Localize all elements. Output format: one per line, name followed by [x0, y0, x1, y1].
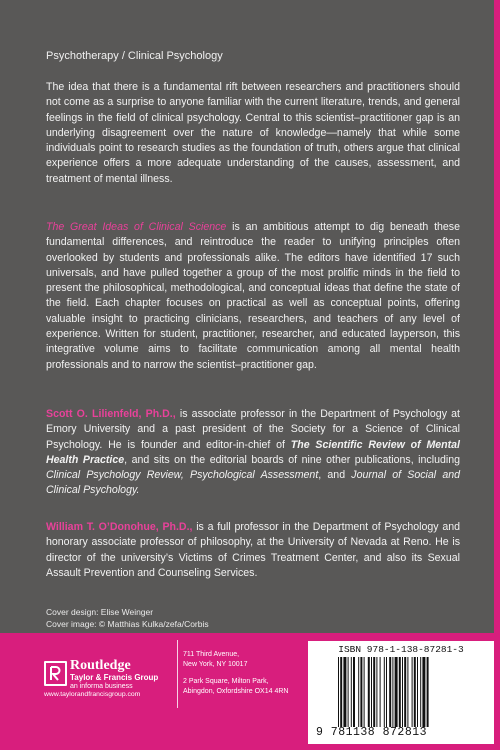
routledge-logo-icon	[44, 661, 67, 686]
author-bio-lilienfeld	[46, 407, 460, 499]
cover-image-credit: Cover image: © Matthias Kulka/zefa/Corbis	[46, 618, 209, 629]
publisher-tagline: an informa business	[70, 683, 133, 690]
author-bio-text: , and	[318, 469, 352, 482]
isbn-label: ISBN 978-1-138-87281-3	[338, 644, 464, 655]
author-name: Scott O. Lilienfeld, Ph.D.,	[46, 408, 176, 420]
author-bio-text: is a full professor in the Department of Psychology and honorary associate professor of philosophy, at the University of Nevada at Reno. He is director of the university’s Victims of Crimes Treatment Center, and also its Sexual Assault Prevention and Counseling Services.	[46, 521, 460, 579]
publisher-addresses	[183, 650, 288, 696]
publisher-block	[70, 658, 158, 691]
barcode-icon	[338, 657, 468, 727]
publisher-group: Taylor & Francis Group	[70, 673, 159, 682]
book-summary-text: is an ambitious attempt to dig beneath these fundamental differences, and reintroduce the reader to unifying principles often overlooked by students and professionals alike. The editors have identified 17 such universals, and have pulled together a group of the most prolific minds in the field to present the philosophical, methodological, and conceptual ideas that define the state of the field. Each chapter focuses on practical as well as conceptual points, offering valuable insight to practicing clinicians, researchers, and teachers of any level of experience. Written for student, practitioner, researcher, and educated layperson, this integrative volume aims to facilitate communication among all mental health professionals and to narrow the scientist–practitioner gap.	[46, 221, 460, 371]
book-title: The Great Ideas of Clinical Science	[46, 221, 227, 233]
publisher-name: Routledge	[70, 658, 131, 673]
address-uk-line2: Abingdon, Oxfordshire OX14 4RN	[183, 687, 289, 695]
publication-titles: Clinical Psychology Review, Psychological Assessment	[46, 469, 319, 482]
category-label: Psychotherapy / Clinical Psychology	[46, 50, 223, 62]
author-name: William T. O’Donohue, Ph.D.,	[46, 521, 193, 533]
barcode-digits: 9 781138 872813	[316, 726, 428, 739]
publisher-website: www.taylorandfrancisgroup.com	[44, 691, 141, 698]
description-paragraph: The idea that there is a fundamental rift between researchers and practitioners should not come as a surprise to anyone familiar with the current literature, trends, and general feelings in the field of clinical psychology. Central to this scientist–practitioner gap is an underlying disagreement over the nature of knowledge—namely that while some individuals point to research studies as the foundation of truth, others argue that clinical experience offers a more adequate understanding of the causes, assessment, and treatment of mental illness.	[46, 81, 460, 185]
address-ny-line1: 711 Third Avenue,	[183, 651, 240, 658]
cover-design-credit: Cover design: Elise Weinger	[46, 607, 154, 617]
cover-credits	[46, 607, 209, 630]
publication-title: Journal of Social and Clinical Psychology.	[46, 469, 460, 497]
author-bio-text: , and sits on the editorial boards of nine other publications, including	[124, 453, 461, 466]
book-summary-paragraph	[46, 220, 460, 373]
address-uk-line1: 2 Park Square, Milton Park,	[183, 678, 269, 685]
divider	[177, 640, 178, 708]
author-bio-text: is associate professor in the Department of Psychology at Emory University and a past president of the Society for a Science of Clinical Psychology. He is founder and editor-in-chief of	[46, 408, 460, 451]
address-ny-line2: New York, NY 10017	[183, 660, 248, 668]
author-bio-odonohue	[46, 520, 460, 581]
journal-title: The Scientific Review of Mental Health Practice	[46, 438, 460, 466]
barcode-panel	[308, 641, 494, 744]
